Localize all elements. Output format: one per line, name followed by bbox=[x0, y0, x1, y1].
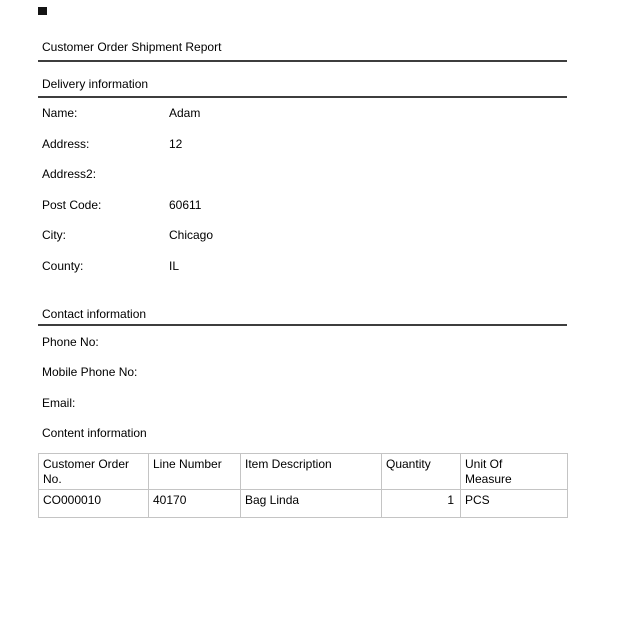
col-header-quantity: Quantity bbox=[382, 454, 461, 490]
field-value bbox=[169, 168, 567, 181]
field-value: IL bbox=[169, 258, 180, 273]
field-value: Chicago bbox=[169, 228, 214, 242]
delivery-section-heading: Delivery information bbox=[42, 77, 149, 91]
col-header-customer-order-no: Customer Order No. bbox=[39, 454, 149, 490]
content-table bbox=[38, 453, 568, 518]
field-row-phone bbox=[38, 336, 567, 349]
cell-quantity: 1 bbox=[382, 490, 461, 518]
field-value bbox=[137, 366, 567, 379]
contact-rule bbox=[38, 324, 567, 326]
field-label: Post Code: bbox=[42, 197, 102, 212]
field-row-city bbox=[38, 229, 567, 242]
field-value: Adam bbox=[169, 106, 201, 120]
field-row-postcode bbox=[38, 199, 567, 212]
cell-unit-of-measure: PCS bbox=[461, 490, 568, 518]
table-header-row bbox=[39, 454, 568, 490]
cell-item-description: Bag Linda bbox=[241, 490, 382, 518]
col-header-line-number: Line Number bbox=[149, 454, 241, 490]
delivery-rule bbox=[38, 96, 567, 98]
field-row-address bbox=[38, 138, 567, 151]
contact-fields bbox=[38, 336, 567, 410]
field-value: 60611 bbox=[169, 197, 202, 212]
col-header-unit-of-measure-text: Unit Of Measure bbox=[465, 457, 512, 486]
title-rule bbox=[38, 60, 567, 62]
field-label: Mobile Phone No: bbox=[42, 365, 138, 379]
content-section-heading: Content information bbox=[42, 426, 147, 440]
report-body bbox=[38, 0, 567, 518]
field-row-address2 bbox=[38, 168, 567, 181]
col-header-unit-of-measure bbox=[461, 454, 568, 490]
contact-section-heading: Contact information bbox=[42, 306, 147, 321]
field-value: 12 bbox=[169, 136, 183, 151]
field-label: City: bbox=[42, 228, 66, 242]
table-row bbox=[39, 490, 568, 518]
delivery-fields bbox=[38, 107, 567, 273]
cell-customer-order-no: CO000010 bbox=[39, 490, 149, 518]
field-row-name bbox=[38, 107, 567, 120]
field-value bbox=[99, 336, 567, 349]
field-label: Name: bbox=[42, 106, 78, 120]
cell-line-number: 40170 bbox=[149, 490, 241, 518]
field-label: Phone No: bbox=[42, 334, 99, 349]
field-row-email bbox=[38, 397, 567, 410]
field-value bbox=[75, 397, 567, 410]
field-row-county bbox=[38, 260, 567, 273]
col-header-item-description: Item Description bbox=[241, 454, 382, 490]
field-label: Email: bbox=[42, 395, 76, 410]
field-row-mobile bbox=[38, 366, 567, 379]
report-title: Customer Order Shipment Report bbox=[42, 40, 222, 54]
field-label: Address2: bbox=[42, 167, 97, 181]
field-label: County: bbox=[42, 258, 84, 273]
field-label: Address: bbox=[42, 136, 90, 151]
